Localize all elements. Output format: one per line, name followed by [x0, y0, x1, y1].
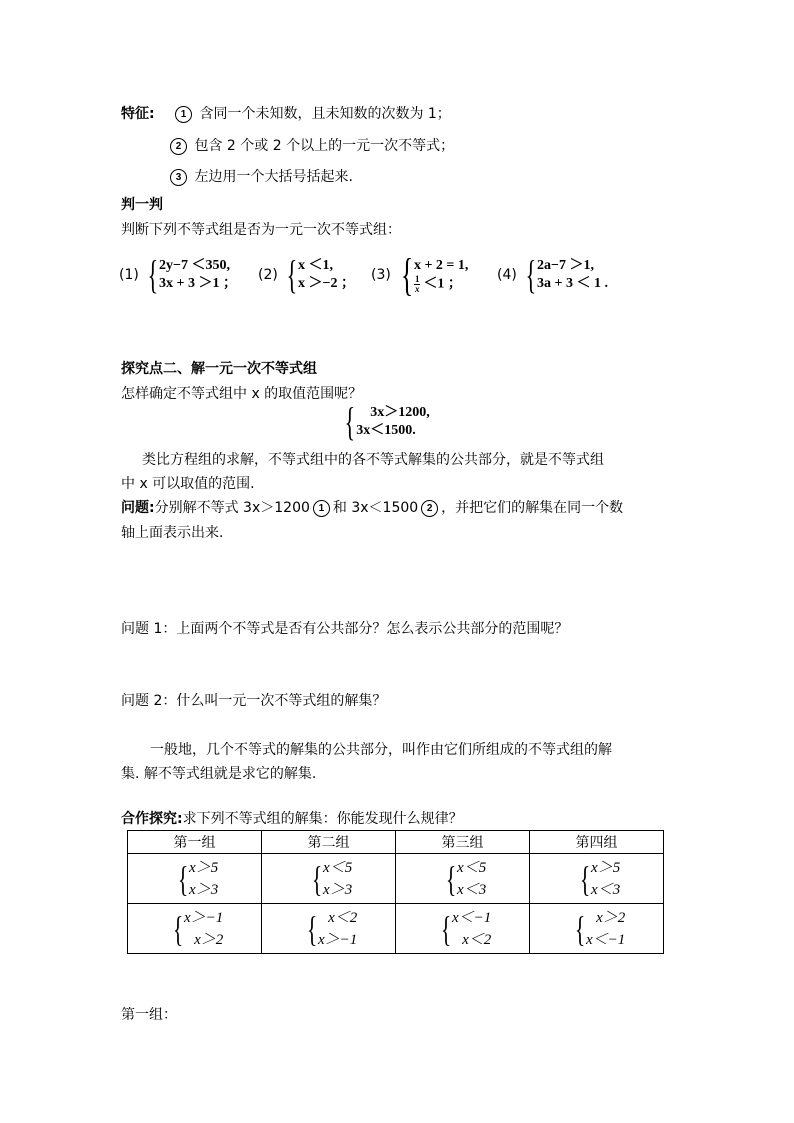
- brace-icon: {: [172, 908, 183, 949]
- section2-question: 怎样确定不等式组中 x 的取值范围呢？: [121, 386, 363, 402]
- system-line: 3x＜1500.: [356, 423, 416, 438]
- circled-number: 1: [175, 106, 192, 123]
- system-line: 2y−7 ＜350,: [159, 258, 231, 273]
- brace-icon: {: [147, 252, 159, 297]
- system-line: x ＞−2 ；: [298, 276, 356, 291]
- inequality-table: [127, 830, 664, 954]
- system-label: (3): [371, 267, 391, 283]
- system-line: 3x＞1200,: [370, 405, 430, 420]
- circled-number: 1: [313, 500, 330, 517]
- table-cell: { x＞5 x＜3: [530, 854, 664, 904]
- question-1: 问题 1：上面两个不等式是否有公共部分？怎么表示公共部分的范围呢？: [121, 621, 569, 637]
- coop-line: [121, 808, 463, 828]
- section2-paragraph-line1: 类比方程组的求解，不等式组中的各不等式解集的公共部分，就是不等式组: [142, 452, 604, 468]
- section2-problem-line2: 轴上面表示出来.: [121, 525, 224, 541]
- brace-icon: {: [445, 858, 457, 899]
- definition-line1: 一般地，几个不等式的解集的公共部分，叫作由它们所组成的不等式组的解: [150, 742, 612, 758]
- feature-item-1: [172, 103, 451, 123]
- table-cell: { x＞−1 x＞2: [128, 904, 262, 954]
- brace-icon: {: [306, 908, 317, 949]
- judge-system-3: [371, 249, 469, 300]
- brace-icon: {: [344, 399, 356, 444]
- feature-text: 含同一个未知数，且未知数的次数为 1；: [199, 106, 451, 122]
- section2-paragraph-line2: 中 x 可以取值的范围.: [121, 476, 255, 492]
- system-line: x ＜1,: [298, 258, 334, 273]
- table-header: 第四组: [530, 831, 664, 854]
- coop-label: 合作探究:: [121, 811, 183, 827]
- feature-item-3: [167, 166, 353, 186]
- features-label: 特征:: [121, 106, 155, 122]
- feature-text: 包含 2 个或 2 个以上的一元一次不等式；: [194, 138, 455, 154]
- circled-number: 3: [170, 169, 187, 186]
- brace-icon: {: [579, 858, 591, 899]
- table-cell: { x＜−1 x＜2: [396, 904, 530, 954]
- system-line: 2a−7 ＞1,: [537, 258, 595, 273]
- feature-text: 左边用一个大括号括起来.: [194, 169, 353, 185]
- table-header: 第三组: [396, 831, 530, 854]
- table-cell: { x＜2 x＞−1: [262, 904, 396, 954]
- table-cell: { x＞5 x＞3: [128, 854, 262, 904]
- table-header: 第一组: [128, 831, 262, 854]
- system-line: 3a + 3 ＜ 1 .: [537, 276, 609, 291]
- judge-system-4: [497, 252, 609, 297]
- brace-icon: {: [286, 252, 298, 297]
- table-cell: { x＞2 x＜−1: [530, 904, 664, 954]
- table-header-row: [128, 831, 664, 854]
- brace-icon: {: [574, 908, 585, 949]
- section2-system: [336, 399, 430, 444]
- judge-prompt: 判断下列不等式组是否为一元一次不等式组：: [121, 222, 401, 238]
- judge-system-1: [119, 252, 238, 297]
- table-cell: { x＜5 x＜3: [396, 854, 530, 904]
- judge-system-2: [258, 252, 356, 297]
- question-2: 问题 2：什么叫一元一次不等式组的解集？: [121, 693, 387, 709]
- system-label: (4): [497, 267, 517, 283]
- table-row: [128, 904, 664, 954]
- system-line: x + 2 = 1,: [413, 257, 469, 273]
- section2-problem: 问题:分别解不等式 3x＞1200 1 和 3x＜1500 2 ，并把它们的解集在同一个数: [121, 500, 624, 516]
- section2-heading: 探究点二、解一元一次不等式组: [121, 361, 317, 377]
- group1-label: 第一组：: [121, 1007, 177, 1023]
- feature-item-2: [167, 135, 454, 155]
- circled-number: 2: [170, 138, 187, 155]
- definition-line2: 集. 解不等式组就是求它的解集.: [121, 766, 317, 782]
- system-line: $\frac{1}{x}$ ＜1 ；: [414, 273, 462, 294]
- system-label: (2): [258, 267, 278, 283]
- table-cell: { x＜5 x＞3: [262, 854, 396, 904]
- judge-heading: 判一判: [121, 197, 163, 213]
- brace-icon: {: [400, 249, 413, 300]
- brace-icon: {: [525, 252, 537, 297]
- coop-text: 求下列不等式组的解集：你能发现什么规律？: [182, 811, 463, 827]
- system-label: (1): [119, 267, 139, 283]
- brace-icon: {: [177, 858, 189, 899]
- circled-number: 2: [421, 500, 438, 517]
- problem-label: 问题:: [121, 500, 155, 516]
- brace-icon: {: [440, 908, 451, 949]
- table-header: 第二组: [262, 831, 396, 854]
- fraction: $\frac{1}{x}$: [414, 273, 420, 294]
- system-line: 3x + 3 ＞1 ；: [159, 276, 238, 291]
- table-row: [128, 854, 664, 904]
- brace-icon: {: [311, 858, 323, 899]
